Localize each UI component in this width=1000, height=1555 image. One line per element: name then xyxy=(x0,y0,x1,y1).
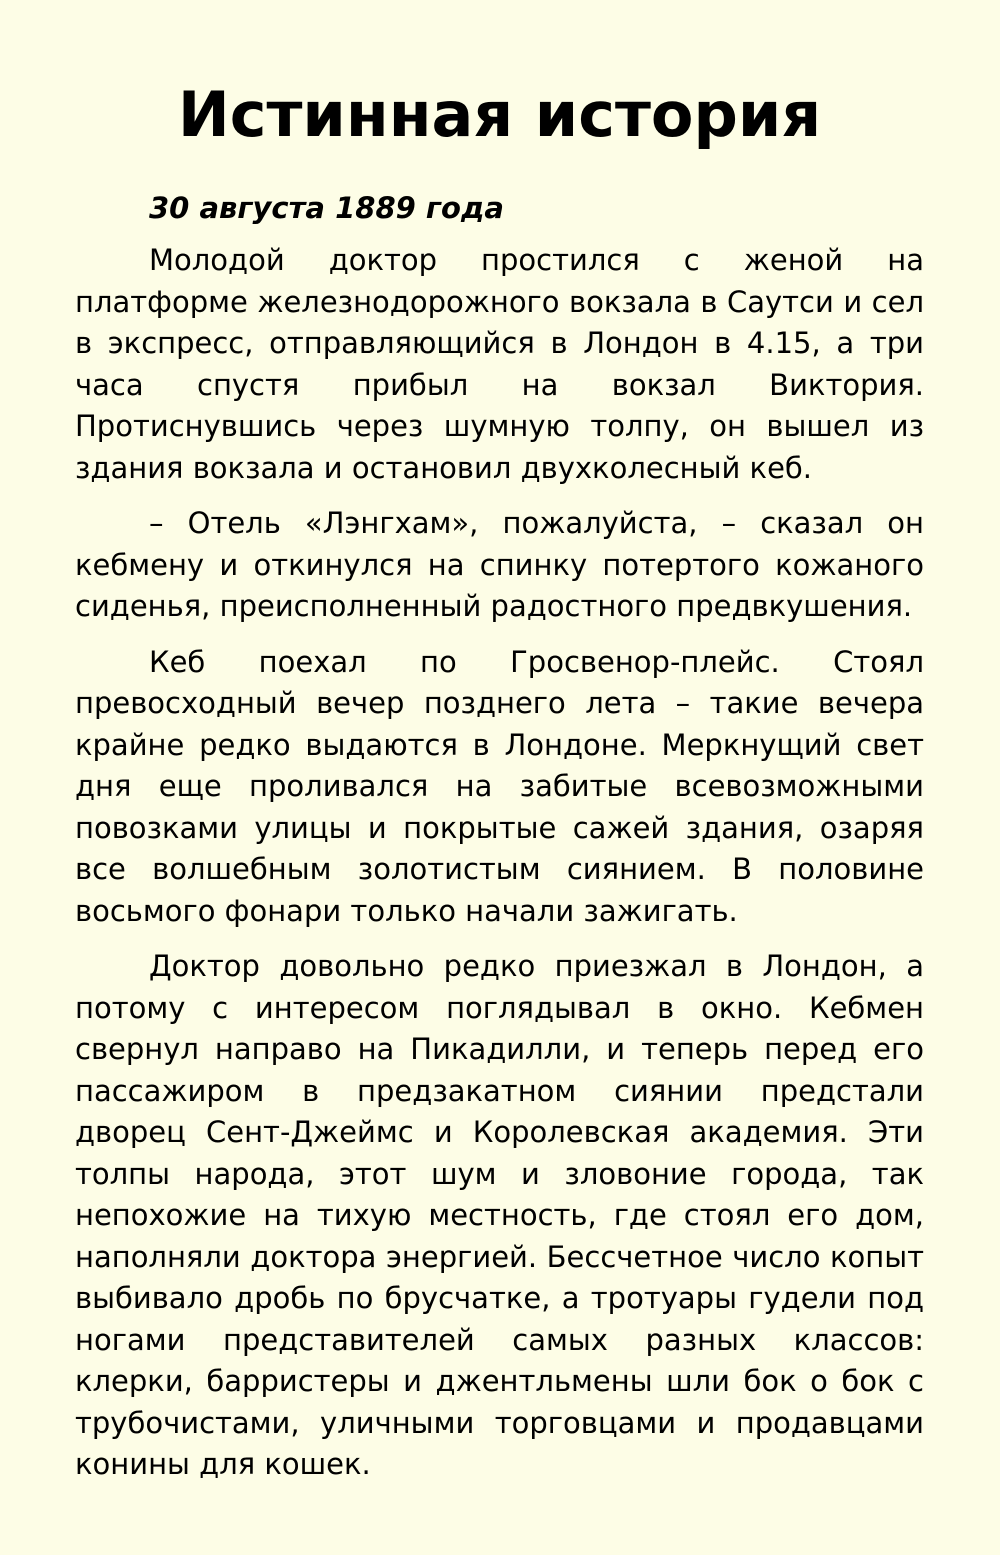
chapter-title: Истинная история xyxy=(177,78,822,151)
paragraph: Доктор довольно редко приезжал в Лондон, а потому с интересом поглядывал в окно. Кебмен свернул направо на Пикадилли, и теперь перед его пассажиром в предзакатном сиянии предстали дворец Сент-Джеймс и Королевская академия. Эти толпы народа, этот шум и зловоние города, так непохожие на тихую местность, где стоял его дом, наполняли доктора энергией. Бессчетное число копыт выбивало дробь по брусчатке, а тротуары гудели под ногами представителей самых разных классов: клерки, барристеры и джентльмены шли бок о бок с трубочистами, уличными торговцами и продавцами конины для кошек. xyxy=(75,949,924,1481)
paragraph: Молодой доктор простился с женой на платформе железнодорожного вокзала в Саутси и сел в экспресс, отправляющийся в Лондон в 4.15, а три часа спустя прибыл на вокзал Виктория. Протиснувшись через шумную толпу, он вышел из здания вокзала и остановил двухколесный кеб. xyxy=(75,243,924,485)
paragraph: – Отель «Лэнгхам», пожалуйста, – сказал он кебмену и откинулся на спинку потертого кожаного сиденья, преисполненный радостного предвкушения. xyxy=(75,506,924,623)
chapter-date: 30 августа 1889 года xyxy=(149,191,504,225)
paragraph: Кеб поехал по Гросвенор-плейс. Стоял превосходный вечер позднего лета – такие вечера крайне редко выдаются в Лондоне. Меркнущий свет дня еще проливался на забитые всевозможными повозками улицы и покрытые сажей здания, озаряя все волшебным золотистым сиянием. В половине восьмого фонари только начали зажигать. xyxy=(75,644,924,928)
